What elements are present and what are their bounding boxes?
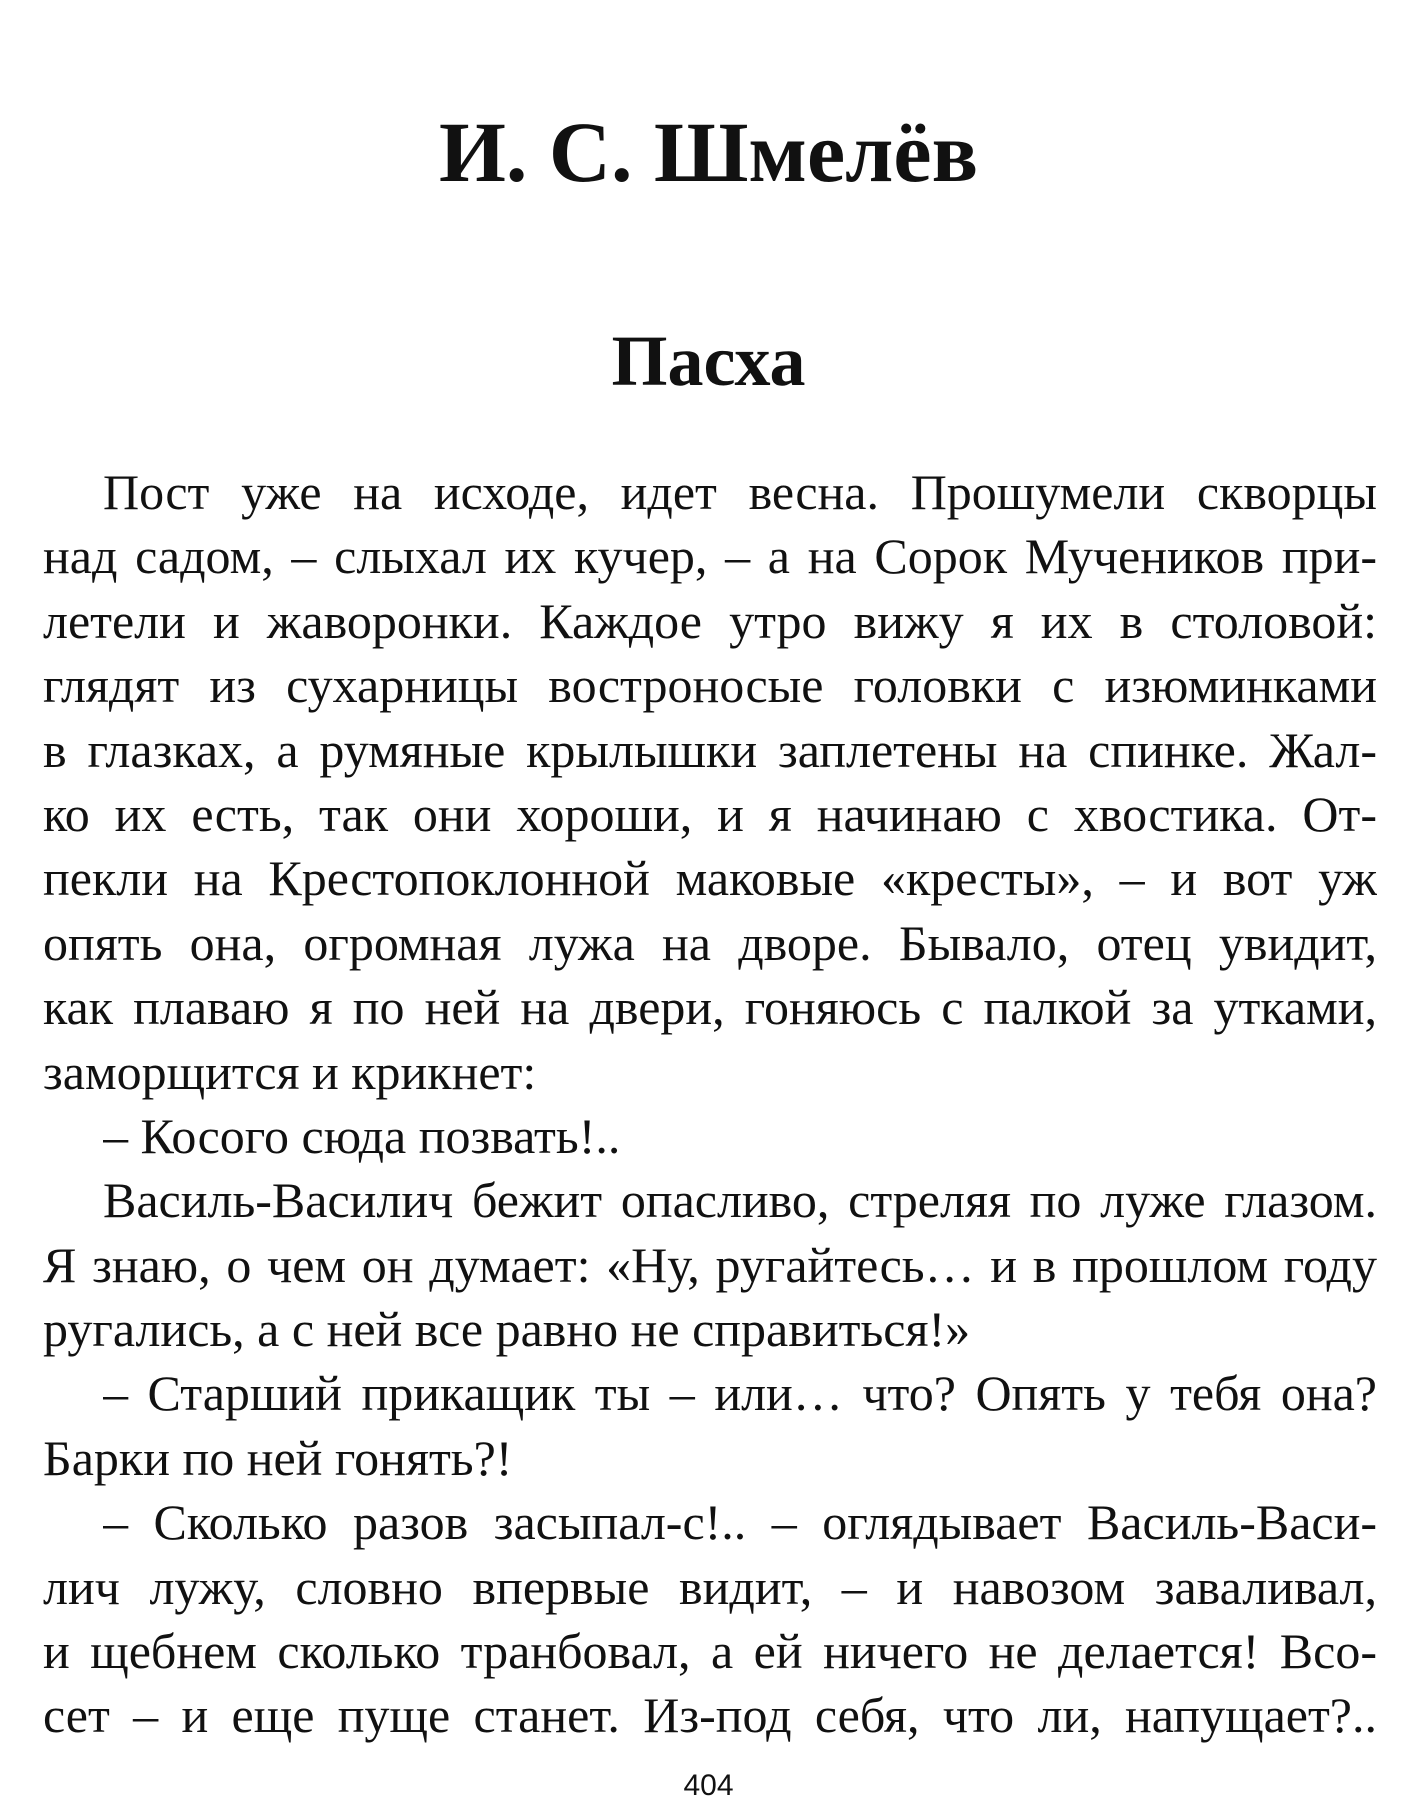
author-name: И. С. Шмелёв xyxy=(438,104,979,200)
text-line: ко их есть, так они хороши, и я начинаю с хвостика. От- xyxy=(43,785,1377,842)
text-line: летели и жаворонки. Каждое утро вижу я их в столовой: xyxy=(43,592,1377,649)
text-line: Я знаю, о чем он думает: «Ну, ругайтесь… и в прошлом году xyxy=(43,1236,1377,1293)
text-line: опять она, огромная лужа на дворе. Бывало, отец увидит, xyxy=(43,914,1377,971)
body-text xyxy=(43,460,1377,1748)
text-line: сет – и еще пуще станет. Из-под себя, что ли, напущает?.. xyxy=(43,1687,1377,1744)
text-line: Василь-Василич бежит опасливо, стреляя по луже глазом. xyxy=(103,1172,1377,1229)
text-line: как плаваю я по ней на двери, гоняюсь с палкой за утками, xyxy=(43,979,1377,1036)
text-line: Пост уже на исходе, идет весна. Прошумели скворцы xyxy=(103,464,1377,520)
text-line: Барки по ней гонять?! xyxy=(43,1429,513,1486)
text-line: ругались, а с ней все равно не справиться!» xyxy=(43,1301,971,1358)
text-line: – Сколько разов засыпал-с!.. – оглядывает Василь-Васи- xyxy=(103,1494,1377,1551)
text-line: пекли на Крестопоклонной маковые «кресты», – и вот уж xyxy=(43,850,1377,907)
chapter-title: Пасха xyxy=(611,321,806,401)
text-line: и щебнем сколько транбовал, а ей ничего не делается! Всо- xyxy=(43,1623,1377,1680)
text-line: лич лужу, словно впервые видит, – и навозом заваливал, xyxy=(43,1558,1377,1615)
text-line: заморщится и крикнет: xyxy=(43,1043,537,1100)
text-line: в глазках, а румяные крылышки заплетены на спинке. Жал- xyxy=(43,721,1377,778)
text-line: глядят из сухарницы востроносые головки с изюминками xyxy=(43,657,1377,714)
page-number: 404 xyxy=(683,1769,734,1802)
text-line: – Старший прикащик ты – или… что? Опять у тебя она? xyxy=(103,1365,1377,1422)
text-line: – Косого сюда позвать!.. xyxy=(103,1107,621,1164)
text-line: над садом, – слыхал их кучер, – а на Сорок Мучеников при- xyxy=(43,528,1377,585)
